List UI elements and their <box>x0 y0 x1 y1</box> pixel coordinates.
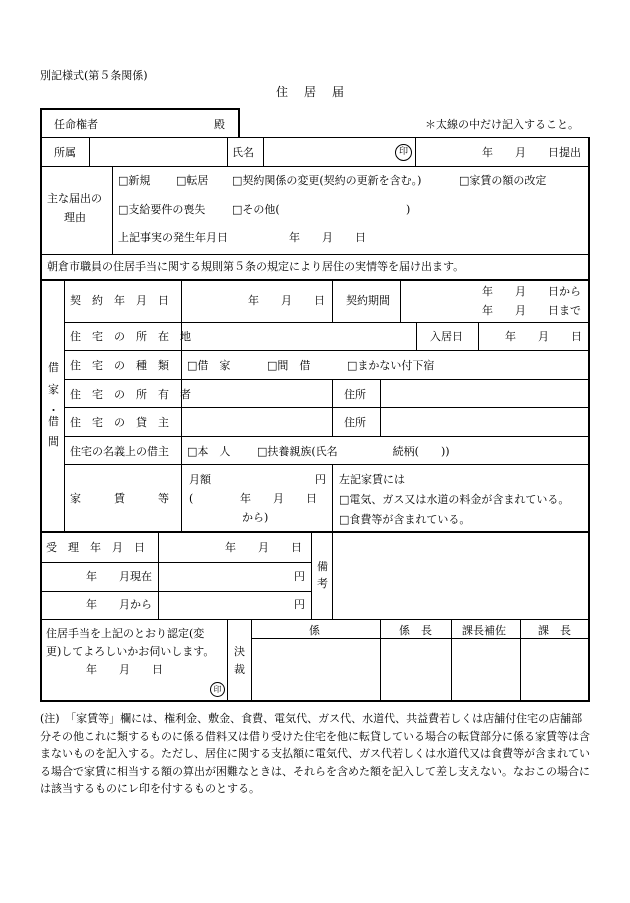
type-geshuku-checkbox[interactable]: □まかない付下宿 <box>347 359 435 372</box>
tono-label: 殿 <box>214 118 225 131</box>
rent-from-date[interactable]: 年 月 日 <box>240 492 317 505</box>
lender-field[interactable] <box>182 408 331 436</box>
reason-new-checkbox[interactable]: □新規 <box>118 174 151 187</box>
owner-address-field[interactable] <box>381 380 588 407</box>
form-title: 住 居 届 <box>276 85 347 99</box>
shimei-field[interactable] <box>264 138 394 166</box>
move-in-date[interactable]: 年 月 日 <box>505 330 582 343</box>
role-kakari: 係 <box>309 624 320 637</box>
current-label: 年 月現在 <box>86 570 152 583</box>
lender-address-label: 住所 <box>344 416 366 429</box>
owner-address-label: 住所 <box>344 388 366 401</box>
decision-label-2: 裁 <box>234 663 245 676</box>
role-kacho: 課 長 <box>538 624 571 637</box>
rental-side-5: 間 <box>48 435 59 448</box>
nominal-self-checkbox[interactable]: □本 人 <box>187 445 231 458</box>
instruction-text: ＊太線の中だけ記入すること。 <box>425 118 579 131</box>
includes-label: 左記家賃には <box>339 473 405 486</box>
reason-loss-checkbox[interactable]: □支給要件の喪失 <box>118 203 206 216</box>
remarks-label-2: 考 <box>317 577 328 590</box>
includes-utilities-checkbox[interactable]: □電気、ガス又は水道の料金が含まれている。 <box>339 493 570 506</box>
remarks-field[interactable] <box>333 533 588 619</box>
reason-rent-revision-checkbox[interactable]: □家賃の額の改定 <box>459 174 547 187</box>
rental-side-3: ・ <box>48 404 59 417</box>
lender-address-field[interactable] <box>381 408 588 436</box>
lender-label: 住 宅 の 貸 主 <box>70 416 169 429</box>
rental-side-1: 借 <box>48 361 59 374</box>
form-reference: 別記様式(第５条関係) <box>40 69 148 82</box>
shimei-label: 氏名 <box>232 146 254 159</box>
from-yen: 円 <box>294 598 305 611</box>
occurrence-date[interactable]: 年 月 日 <box>289 231 366 244</box>
approval-date[interactable]: 年 月 日 <box>86 663 163 676</box>
footnote: (注) 「家賃等」欄には、権利金、敷金、食費、電気代、ガス代、水道代、共益費若しくは店舗付住宅の店舗部分その他これに類するものに係る借料又は借り受けた住宅を他に転貸している場合の転貸部分に係る家賃等は含まないものを記入する。ただし、居住に関する支払額に電気代、ガス代若しくは水道代又は食費等が含まれている場合で家賃に相当する額の算出が困難なときは、それらを含めた額を記入して差し支えない。なおこの場合には該当するものにレ印を付するものとする。 <box>40 712 590 795</box>
seal-mark: 印 <box>395 144 412 161</box>
addressee-label: 任命権者 <box>54 118 98 131</box>
type-magari-checkbox[interactable]: □間 借 <box>267 359 311 372</box>
monthly-yen: 円 <box>315 473 326 486</box>
declaration-text: 朝倉市職員の住居手当に関する規則第５条の規定により居住の実情等を届け出ます。 <box>47 260 465 273</box>
rental-side-2: 家 <box>48 383 59 396</box>
nominal-dependent-checkbox[interactable]: □扶養親族(氏名 続柄( )) <box>257 445 450 458</box>
location-field[interactable] <box>182 323 415 350</box>
rent-from-close: から) <box>242 511 269 524</box>
includes-meals-checkbox[interactable]: □食費等が含まれている。 <box>339 513 471 526</box>
submit-date[interactable]: 年 月 日提出 <box>482 146 581 159</box>
shozoku-field[interactable] <box>90 138 226 166</box>
reason-other-checkbox[interactable]: □その他( <box>232 203 280 216</box>
contract-period-label: 契約期間 <box>346 294 390 307</box>
receipt-date-label: 受 理 年 月 日 <box>46 541 145 554</box>
nominal-label: 住宅の名義上の借主 <box>70 445 169 458</box>
occurrence-label: 上記事実の発生年月日 <box>118 231 228 244</box>
reason-label-line1: 主な届出の <box>47 192 102 205</box>
contract-period-to[interactable]: 年 月 日まで <box>482 304 581 317</box>
owner-label: 住 宅 の 所 有 者 <box>70 388 191 401</box>
move-in-label: 入居日 <box>430 330 463 343</box>
current-yen: 円 <box>294 570 305 583</box>
role-kakaricho: 係 長 <box>399 624 432 637</box>
monthly-label: 月額 <box>189 473 211 486</box>
rental-side-4: 借 <box>48 415 59 428</box>
receipt-date-field[interactable]: 年 月 日 <box>225 541 302 554</box>
approval-seal: 印 <box>210 682 225 697</box>
approval-text-2: 更)してよろしいかお伺いします。 <box>46 645 215 658</box>
type-label: 住 宅 の 種 類 <box>70 359 169 372</box>
approval-text-1: 住居手当を上記のとおり認定(変 <box>46 627 205 640</box>
rent-label: 家 賃 等 <box>70 492 169 505</box>
reason-other-close: ) <box>406 203 411 216</box>
contract-date-label: 契 約 年 月 日 <box>70 294 169 307</box>
owner-field[interactable] <box>182 380 331 407</box>
remarks-label-1: 備 <box>317 560 328 573</box>
type-shakuya-checkbox[interactable]: □借 家 <box>187 359 231 372</box>
shozoku-label: 所属 <box>54 146 76 159</box>
rent-from-open: ( <box>189 492 194 505</box>
reason-move-checkbox[interactable]: □転居 <box>176 174 209 187</box>
contract-period-from[interactable]: 年 月 日から <box>482 285 581 298</box>
decision-label-1: 決 <box>234 645 245 658</box>
contract-date-field[interactable]: 年 月 日 <box>248 294 325 307</box>
reason-contract-change-checkbox[interactable]: □契約関係の変更(契約の更新を含む。) <box>232 174 422 187</box>
role-kachohosa: 課長補佐 <box>462 624 506 637</box>
reason-label-line2: 理由 <box>64 211 86 224</box>
location-label: 住 宅 の 所 在 地 <box>70 330 191 343</box>
from-label: 年 月から <box>86 598 152 611</box>
